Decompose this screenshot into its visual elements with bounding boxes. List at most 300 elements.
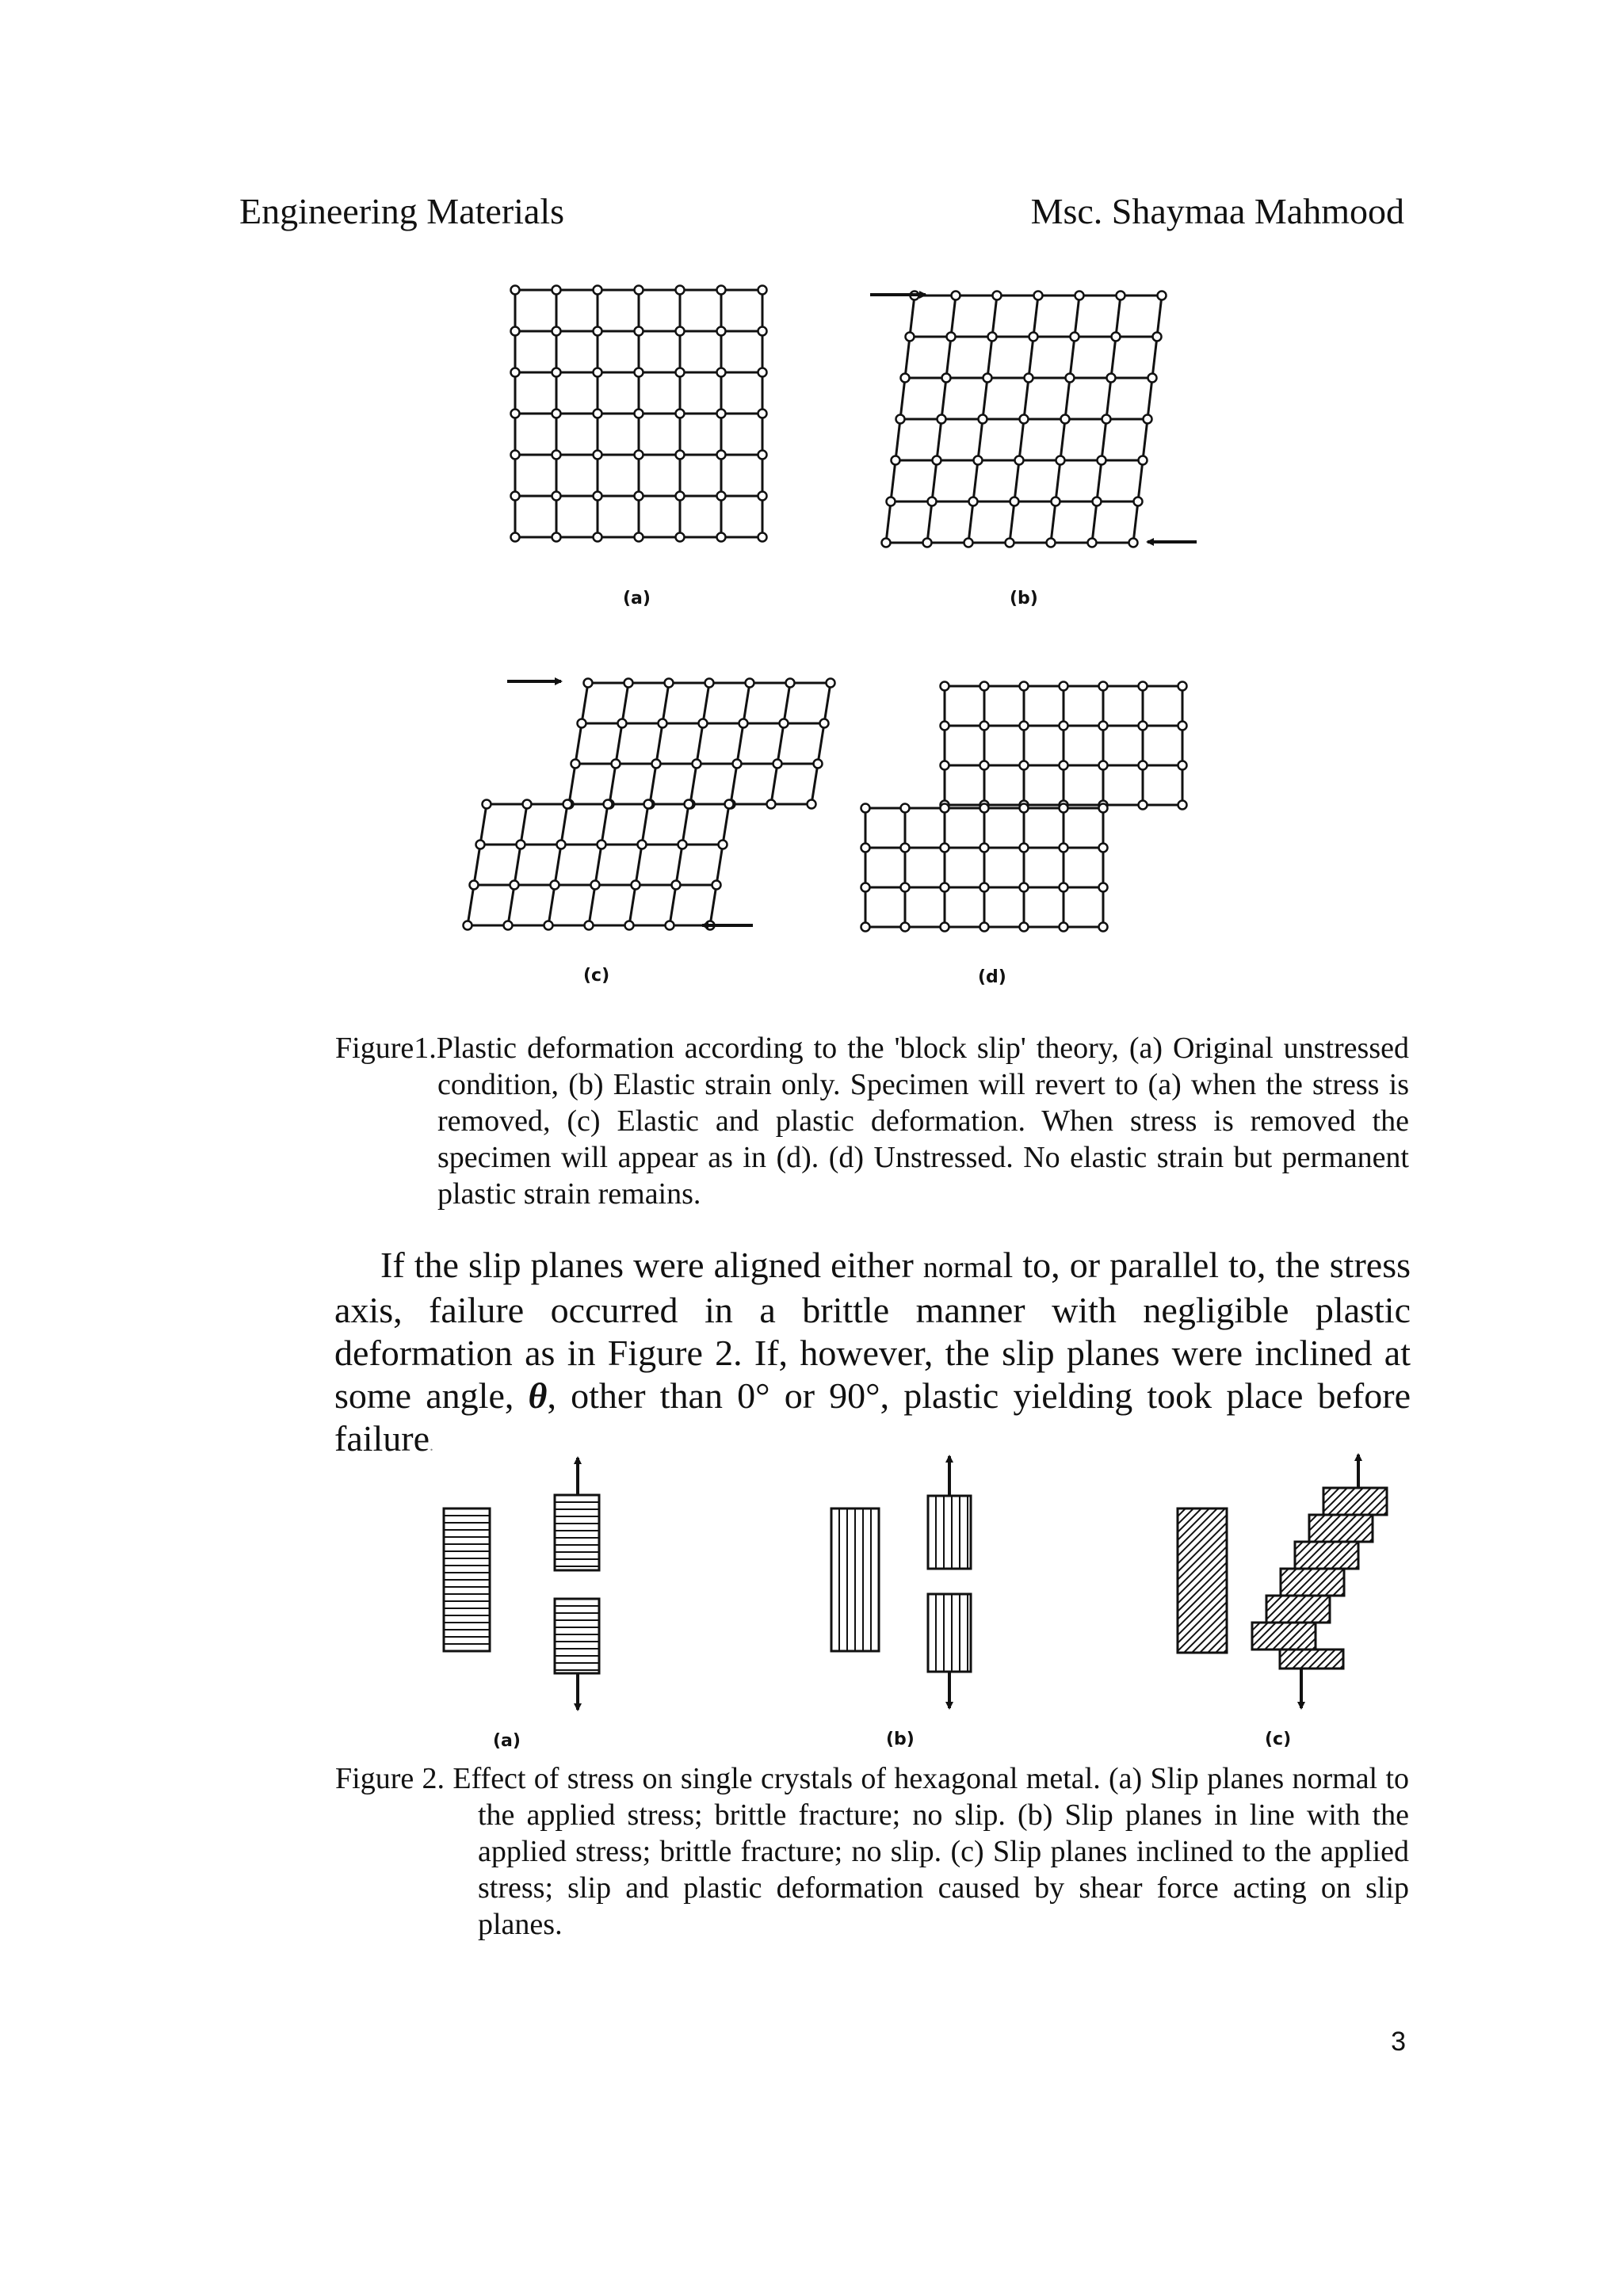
lattice-atom bbox=[635, 368, 643, 377]
crystal-b-lower-fragment bbox=[928, 1594, 971, 1672]
lattice-atom bbox=[544, 921, 553, 930]
slip-plane bbox=[1407, 1488, 1434, 1515]
lattice-bond bbox=[682, 804, 689, 845]
slip-block-0 bbox=[1296, 1488, 1434, 1515]
lattice-atom bbox=[773, 760, 782, 769]
slip-plane bbox=[1392, 1488, 1419, 1515]
lattice-atom bbox=[933, 456, 941, 465]
lattice-a-original bbox=[511, 286, 767, 542]
lattice-atom bbox=[1107, 374, 1116, 383]
lattice-d-upper-block bbox=[941, 682, 1187, 810]
lattice-bond bbox=[1033, 296, 1038, 337]
lattice-bond bbox=[978, 419, 983, 460]
lattice-atom bbox=[624, 679, 633, 688]
lattice-atom bbox=[1178, 761, 1187, 770]
lattice-atom bbox=[594, 286, 602, 295]
lattice-atom bbox=[511, 327, 520, 336]
lattice-bond bbox=[886, 502, 891, 543]
lattice-atom bbox=[1020, 883, 1029, 892]
lattice-atom bbox=[594, 451, 602, 460]
lattice-atom bbox=[685, 800, 693, 809]
body-paragraph bbox=[334, 1244, 1411, 1467]
lattice-bond bbox=[670, 885, 676, 925]
lattice-atom bbox=[719, 841, 727, 849]
lattice-atom bbox=[511, 368, 520, 377]
lattice-atom bbox=[464, 921, 472, 930]
lattice-bond bbox=[589, 885, 595, 925]
figure2-label-b: (b) bbox=[886, 1730, 915, 1749]
lattice-atom bbox=[644, 800, 653, 809]
slip-plane bbox=[1377, 1515, 1404, 1542]
lattice-atom bbox=[511, 492, 520, 501]
lattice-atom bbox=[988, 333, 997, 341]
lattice-atom bbox=[928, 498, 937, 506]
lattice-atom bbox=[901, 883, 910, 892]
lattice-atom bbox=[1020, 722, 1029, 730]
figure1-label-a: (a) bbox=[623, 589, 651, 608]
lattice-bond bbox=[1102, 419, 1106, 460]
slip-plane bbox=[1348, 1650, 1367, 1669]
lattice-bond bbox=[575, 723, 582, 764]
lattice-bond bbox=[595, 845, 601, 885]
lattice-bond bbox=[561, 804, 567, 845]
lattice-atom bbox=[652, 760, 661, 769]
slip-block-1 bbox=[1282, 1515, 1420, 1542]
lattice-atom bbox=[1093, 498, 1102, 506]
slip-plane bbox=[1041, 1508, 1186, 1653]
figure1-label-b: (b) bbox=[1010, 589, 1038, 608]
lattice-atom bbox=[1144, 415, 1152, 424]
lattice-atom bbox=[632, 881, 640, 890]
lattice-atom bbox=[511, 286, 520, 295]
lattice-bond bbox=[703, 683, 709, 723]
running-header-author: Msc. Shaymaa Mahmood bbox=[1030, 191, 1404, 231]
lattice-atom bbox=[1066, 374, 1075, 383]
lattice-bond bbox=[1097, 460, 1102, 502]
lattice-atom bbox=[896, 415, 905, 424]
slip-plane bbox=[1356, 1650, 1375, 1669]
slip-block-4 bbox=[1239, 1596, 1377, 1623]
lattice-atom bbox=[1006, 539, 1014, 547]
lattice-atom bbox=[979, 415, 987, 424]
lattice-atom bbox=[941, 844, 949, 852]
lattice-atom bbox=[594, 533, 602, 542]
crystal-a-lower-fragment bbox=[555, 1599, 599, 1673]
crystal-a-upper-fragment bbox=[555, 1495, 599, 1570]
lattice-atom bbox=[1060, 923, 1068, 932]
lattice-bond bbox=[777, 723, 784, 764]
crystal-b-unstressed bbox=[831, 1508, 879, 1651]
lattice-atom bbox=[861, 923, 870, 932]
lattice-bond bbox=[1092, 502, 1097, 543]
lattice-atom bbox=[980, 804, 989, 813]
paragraph-small-word: norm bbox=[922, 1251, 987, 1284]
lattice-atom bbox=[1020, 682, 1029, 691]
lattice-atom bbox=[861, 844, 870, 852]
lattice-atom bbox=[1099, 682, 1108, 691]
lattice-atom bbox=[758, 410, 767, 418]
lattice-bond bbox=[1143, 419, 1148, 460]
paragraph-part3: , other than 0° or 90°, plastic yielding took place before failure bbox=[334, 1375, 1411, 1459]
lattice-atom bbox=[938, 415, 946, 424]
slip-plane bbox=[1357, 1569, 1384, 1596]
figure1-caption-text: Plastic deformation according to the 'block slip' theory, (a) Original unstressed condition, (b) Elastic strain only. Specimen will revert to (a) when the stress is removed, (c) Elastic and plastic deformation. When stress is removed the specimen will appear as in (d). (d) Unstressed. No elastic strain but permanent plastic strain remains. bbox=[436, 1032, 1409, 1211]
lattice-bond bbox=[1065, 378, 1070, 419]
lattice-atom bbox=[941, 722, 949, 730]
lattice-atom bbox=[901, 923, 910, 932]
lattice-atom bbox=[980, 682, 989, 691]
lattice-bond bbox=[474, 845, 480, 885]
lattice-atom bbox=[612, 760, 621, 769]
lattice-atom bbox=[585, 921, 594, 930]
lattice-atom bbox=[1099, 844, 1108, 852]
lattice-bond bbox=[743, 683, 750, 723]
lattice-atom bbox=[974, 456, 983, 465]
lattice-d-lower-block bbox=[861, 804, 1108, 932]
lattice-atom bbox=[717, 286, 726, 295]
lattice-atom bbox=[517, 841, 525, 849]
page-number: 3 bbox=[1391, 2027, 1406, 2057]
lattice-atom bbox=[786, 679, 795, 688]
lattice-bond bbox=[941, 378, 946, 419]
lattice-bond bbox=[468, 885, 474, 925]
lattice-atom bbox=[571, 760, 580, 769]
figure2-caption-text: Effect of stress on single crystals of hexagonal metal. (a) Slip planes normal to the applied stress; brittle fracture; no slip. (b) Slip planes in line with the applied stress; brittle fracture; no slip. (c) Slip planes inclined to the applied stress; slip and plastic deformation caused by shear force acting on slip planes. bbox=[453, 1762, 1409, 1941]
lattice-bond bbox=[690, 764, 697, 804]
lattice-atom bbox=[523, 800, 532, 809]
lattice-atom bbox=[923, 539, 932, 547]
lattice-atom bbox=[635, 410, 643, 418]
lattice-atom bbox=[625, 921, 634, 930]
lattice-atom bbox=[1088, 539, 1097, 547]
figure2-crystal-diagrams bbox=[444, 1455, 1510, 1710]
lattice-atom bbox=[705, 679, 714, 688]
lattice-atom bbox=[739, 719, 748, 728]
figure2-caption-prefix: Figure 2. bbox=[335, 1762, 453, 1795]
lattice-atom bbox=[552, 368, 561, 377]
lattice-bond bbox=[968, 502, 973, 543]
lattice-atom bbox=[820, 719, 829, 728]
lattice-atom bbox=[1015, 456, 1024, 465]
lattice-atom bbox=[594, 368, 602, 377]
lattice-atom bbox=[1139, 722, 1148, 730]
slip-plane bbox=[1033, 1508, 1178, 1653]
lattice-atom bbox=[1060, 682, 1068, 691]
lattice-atom bbox=[1139, 801, 1148, 810]
lattice-atom bbox=[676, 368, 685, 377]
lattice-bond bbox=[1019, 419, 1024, 460]
lattice-bond bbox=[987, 337, 992, 378]
lattice-atom bbox=[1129, 539, 1138, 547]
lattice-bond bbox=[1152, 337, 1157, 378]
lattice-bond bbox=[514, 845, 521, 885]
paragraph-part2: al to, or parallel to, the stress axis, failure occurred in a brittle manner with negligible plastic deformation as in Figure 2. If, however, the slip planes were inclined at some angle, bbox=[334, 1245, 1411, 1416]
lattice-atom bbox=[584, 679, 593, 688]
lattice-atom bbox=[551, 881, 559, 890]
lattice-atom bbox=[827, 679, 835, 688]
lattice-atom bbox=[808, 800, 816, 809]
lattice-atom bbox=[635, 327, 643, 336]
lattice-atom bbox=[676, 451, 685, 460]
crystal-outline bbox=[928, 1496, 971, 1569]
slip-plane bbox=[1393, 1515, 1420, 1542]
lattice-bond bbox=[731, 764, 737, 804]
lattice-atom bbox=[758, 368, 767, 377]
lattice-bond bbox=[812, 764, 818, 804]
theta-symbol: θ bbox=[528, 1375, 548, 1416]
lattice-atom bbox=[892, 456, 900, 465]
slip-plane bbox=[1268, 1542, 1295, 1569]
figure1-label-c: (c) bbox=[583, 966, 610, 986]
slip-plane bbox=[1342, 1596, 1369, 1623]
lattice-atom bbox=[758, 286, 767, 295]
lattice-atom bbox=[1158, 292, 1167, 300]
lattice-bond bbox=[716, 845, 723, 885]
slip-plane bbox=[1350, 1596, 1377, 1623]
lattice-atom bbox=[980, 722, 989, 730]
lattice-atom bbox=[941, 804, 949, 813]
lattice-atom bbox=[470, 881, 479, 890]
lattice-atom bbox=[1047, 539, 1056, 547]
lattice-atom bbox=[659, 719, 667, 728]
lattice-atom bbox=[1020, 804, 1029, 813]
lattice-atom bbox=[1099, 923, 1108, 932]
lattice-bond bbox=[582, 683, 588, 723]
lattice-atom bbox=[1139, 456, 1148, 465]
lattice-atom bbox=[635, 286, 643, 295]
lattice-atom bbox=[552, 492, 561, 501]
lattice-atom bbox=[983, 374, 992, 383]
lattice-atom bbox=[594, 410, 602, 418]
slip-plane bbox=[1254, 1569, 1281, 1596]
lattice-atom bbox=[591, 881, 600, 890]
lattice-bond bbox=[824, 683, 831, 723]
crystal-c-sheared-steps bbox=[1225, 1488, 1434, 1669]
slip-plane bbox=[1239, 1596, 1266, 1623]
lattice-atom bbox=[1153, 333, 1162, 341]
lattice-bond bbox=[992, 296, 997, 337]
lattice-atom bbox=[1117, 292, 1125, 300]
lattice-bond bbox=[896, 419, 900, 460]
slip-plane bbox=[1261, 1650, 1280, 1669]
lattice-bond bbox=[946, 337, 951, 378]
lattice-atom bbox=[618, 719, 627, 728]
lattice-atom bbox=[552, 410, 561, 418]
lattice-atom bbox=[758, 327, 767, 336]
crystal-outline bbox=[555, 1599, 599, 1673]
lattice-atom bbox=[1178, 682, 1187, 691]
lattice-atom bbox=[993, 292, 1002, 300]
lattice-atom bbox=[511, 410, 520, 418]
slip-plane bbox=[1282, 1515, 1309, 1542]
lattice-atom bbox=[1060, 804, 1068, 813]
slip-block-5 bbox=[1225, 1623, 1363, 1650]
lattice-atom bbox=[980, 844, 989, 852]
lattice-atom bbox=[666, 921, 674, 930]
lattice-bond bbox=[555, 845, 561, 885]
lattice-atom bbox=[638, 841, 647, 849]
lattice-atom bbox=[1060, 722, 1068, 730]
lattice-c-upper-block bbox=[565, 679, 835, 809]
lattice-atom bbox=[1139, 761, 1148, 770]
lattice-atom bbox=[578, 719, 586, 728]
slip-plane bbox=[1379, 1542, 1406, 1569]
lattice-atom bbox=[733, 760, 742, 769]
lattice-bond bbox=[818, 723, 824, 764]
lattice-atom bbox=[780, 719, 789, 728]
lattice-atom bbox=[1075, 292, 1084, 300]
lattice-bond bbox=[629, 885, 636, 925]
lattice-atom bbox=[725, 800, 734, 809]
running-header-title: Engineering Materials bbox=[239, 191, 565, 231]
lattice-atom bbox=[693, 760, 701, 769]
lattice-bond bbox=[1029, 337, 1033, 378]
lattice-atom bbox=[1102, 415, 1111, 424]
lattice-bond bbox=[1056, 460, 1060, 502]
lattice-atom bbox=[552, 533, 561, 542]
lattice-atom bbox=[676, 492, 685, 501]
figure2-caption bbox=[335, 1760, 1409, 1943]
lattice-bond bbox=[1014, 460, 1019, 502]
lattice-atom bbox=[1112, 333, 1121, 341]
slip-plane bbox=[1371, 1542, 1398, 1569]
lattice-atom bbox=[1060, 883, 1068, 892]
lattice-atom bbox=[980, 761, 989, 770]
lattice-bond bbox=[616, 723, 622, 764]
paragraph-trail: . bbox=[430, 1437, 434, 1455]
lattice-bond bbox=[737, 723, 743, 764]
slip-plane bbox=[1320, 1623, 1347, 1650]
lattice-atom bbox=[882, 539, 891, 547]
lattice-bond bbox=[951, 296, 956, 337]
lattice-bond bbox=[1075, 296, 1079, 337]
slip-plane bbox=[1225, 1623, 1252, 1650]
lattice-atom bbox=[964, 539, 973, 547]
crystal-outline bbox=[928, 1594, 971, 1672]
lattice-atom bbox=[758, 451, 767, 460]
lattice-bond bbox=[697, 723, 703, 764]
lattice-atom bbox=[676, 533, 685, 542]
lattice-atom bbox=[1060, 761, 1068, 770]
lattice-atom bbox=[942, 374, 951, 383]
lattice-atom bbox=[1099, 761, 1108, 770]
lattice-bond bbox=[723, 804, 729, 845]
lattice-bond bbox=[983, 378, 987, 419]
lattice-atom bbox=[1052, 498, 1060, 506]
lattice-atom bbox=[476, 841, 485, 849]
lattice-atom bbox=[1098, 456, 1106, 465]
lattice-bond bbox=[609, 764, 616, 804]
lattice-atom bbox=[557, 841, 566, 849]
lattice-bond bbox=[710, 885, 716, 925]
lattice-atom bbox=[1148, 374, 1157, 383]
slip-plane bbox=[1365, 1569, 1392, 1596]
lattice-atom bbox=[861, 883, 870, 892]
lattice-bond bbox=[1138, 460, 1143, 502]
lattice-atom bbox=[1020, 761, 1029, 770]
lattice-atom bbox=[980, 923, 989, 932]
lattice-atom bbox=[510, 881, 519, 890]
lattice-atom bbox=[906, 333, 915, 341]
lattice-bond bbox=[1051, 502, 1056, 543]
lattice-bond bbox=[508, 885, 514, 925]
lattice-atom bbox=[676, 410, 685, 418]
slip-plane bbox=[1366, 1508, 1510, 1653]
lattice-atom bbox=[814, 760, 823, 769]
lattice-atom bbox=[1099, 722, 1108, 730]
lattice-atom bbox=[717, 327, 726, 336]
lattice-bond bbox=[1116, 296, 1121, 337]
lattice-bond bbox=[1133, 502, 1138, 543]
slip-plane bbox=[1328, 1623, 1355, 1650]
slip-plane bbox=[1335, 1596, 1361, 1623]
lattice-atom bbox=[901, 804, 910, 813]
lattice-atom bbox=[678, 841, 687, 849]
lattice-b-elastic-strain bbox=[882, 292, 1167, 547]
lattice-atom bbox=[604, 800, 613, 809]
lattice-atom bbox=[665, 679, 674, 688]
lattice-bond bbox=[1111, 337, 1116, 378]
lattice-atom bbox=[504, 921, 513, 930]
crystal-a-unstressed bbox=[444, 1508, 490, 1651]
lattice-bond bbox=[932, 460, 937, 502]
lattice-atom bbox=[941, 883, 949, 892]
lattice-atom bbox=[861, 804, 870, 813]
lattice-atom bbox=[598, 841, 606, 849]
lattice-bond bbox=[1157, 296, 1162, 337]
figure2-label-c: (c) bbox=[1265, 1730, 1292, 1749]
lattice-atom bbox=[767, 800, 776, 809]
lattice-atom bbox=[717, 410, 726, 418]
lattice-atom bbox=[1071, 333, 1079, 341]
slip-plane bbox=[1363, 1542, 1390, 1569]
slip-plane bbox=[1358, 1508, 1503, 1653]
lattice-atom bbox=[672, 881, 681, 890]
lattice-atom bbox=[552, 286, 561, 295]
lattice-atom bbox=[511, 533, 520, 542]
lattice-atom bbox=[594, 327, 602, 336]
lattice-atom bbox=[887, 498, 896, 506]
lattice-atom bbox=[1099, 883, 1108, 892]
lattice-bond bbox=[937, 419, 941, 460]
lattice-atom bbox=[941, 682, 949, 691]
lattice-atom bbox=[563, 800, 572, 809]
lattice-atom bbox=[980, 883, 989, 892]
lattice-atom bbox=[676, 327, 685, 336]
slip-plane bbox=[1349, 1569, 1376, 1596]
lattice-atom bbox=[552, 327, 561, 336]
lattice-atom bbox=[941, 761, 949, 770]
lattice-atom bbox=[969, 498, 978, 506]
lattice-atom bbox=[635, 533, 643, 542]
lattice-atom bbox=[717, 492, 726, 501]
slip-block-3 bbox=[1254, 1569, 1392, 1596]
lattice-atom bbox=[746, 679, 754, 688]
lattice-atom bbox=[901, 844, 910, 852]
lattice-bond bbox=[1010, 502, 1014, 543]
lattice-bond bbox=[927, 502, 932, 543]
lattice-bond bbox=[900, 378, 905, 419]
lattice-c-lower-block bbox=[464, 800, 734, 930]
lattice-atom bbox=[901, 374, 910, 383]
crystal-b-upper-fragment bbox=[928, 1496, 971, 1569]
slip-plane bbox=[1400, 1488, 1426, 1515]
lattice-bond bbox=[676, 845, 682, 885]
lattice-bond bbox=[905, 337, 910, 378]
lattice-bond bbox=[480, 804, 487, 845]
lattice-atom bbox=[594, 492, 602, 501]
lattice-atom bbox=[676, 286, 685, 295]
